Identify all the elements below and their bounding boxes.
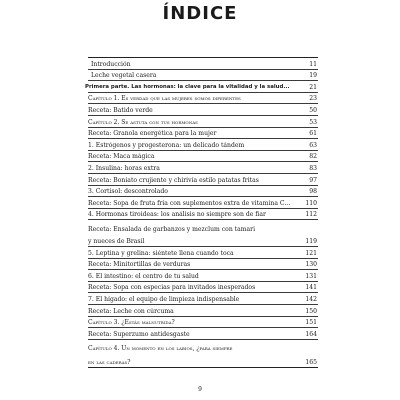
toc-row[interactable]	[88, 70, 318, 82]
toc-page: 61	[309, 130, 317, 138]
page-title: ÍNDICE	[162, 3, 238, 24]
toc-label: Receta: Granola energética para la mujer	[88, 130, 217, 138]
toc-label: 7. El hígado: el equipo de limpieza indispensable	[88, 296, 240, 304]
page-number: 9	[198, 386, 202, 393]
toc-label: 6. El intestino: el centro de tu salud	[88, 272, 199, 280]
toc-page: 97	[309, 176, 317, 184]
toc-row[interactable]	[88, 139, 318, 151]
toc-row[interactable]	[88, 340, 318, 353]
toc-page: 150	[305, 307, 317, 315]
toc-row[interactable]	[88, 305, 318, 317]
toc-row[interactable]	[88, 186, 318, 198]
toc-page: 23	[309, 95, 317, 103]
toc-page: 112	[305, 211, 317, 219]
toc-page: 131	[305, 272, 317, 280]
toc-page: 110	[305, 199, 317, 207]
toc-row[interactable]	[88, 353, 318, 366]
toc-row[interactable]	[88, 58, 318, 70]
toc-label: Capítulo 1. Es verdad que las mujeres somos diferentes	[88, 95, 241, 103]
toc-page: 50	[309, 106, 317, 114]
toc-row[interactable]	[88, 162, 318, 174]
toc-row[interactable]	[88, 247, 318, 259]
toc-page: 141	[305, 284, 317, 292]
toc-page: 11	[309, 60, 317, 68]
toc-row[interactable]	[88, 293, 318, 305]
toc-label: Leche vegetal casera	[91, 72, 157, 80]
toc-label: Capítulo 4. Un momento en los labios, ¿para siempre	[88, 345, 233, 353]
toc-row[interactable]	[88, 209, 318, 221]
table-of-contents	[85, 57, 318, 368]
toc-label: Capítulo 3. ¿Estás malnutrida?	[88, 319, 175, 327]
toc-label: en las caderas?	[88, 358, 131, 366]
toc-label: Receta: Batido verde	[88, 106, 153, 114]
toc-page: 165	[305, 358, 317, 366]
toc-label: Receta: Sopa con especias para invitados inesperados	[88, 284, 256, 292]
toc-label: 5. Leptina y grelina: siéntete llena cuando toca	[88, 249, 234, 257]
toc-label: y nueces de Brasil	[88, 238, 145, 246]
toc-page: 19	[309, 72, 317, 80]
toc-page: 119	[305, 238, 317, 246]
toc-label: Receta: Boniato crujiente y chirivía estilo patatas fritas	[88, 176, 259, 184]
toc-page: 142	[305, 296, 317, 304]
toc-row[interactable]	[88, 197, 318, 209]
toc-label: Receta: Ensalada de garbanzos y mezclum con tamari	[88, 225, 256, 233]
toc-label: 2. Insulina: horas extra	[88, 164, 160, 172]
toc-row[interactable]	[88, 234, 318, 247]
toc-label: 1. Estrógenos y progesterona: un delicado tándem	[88, 141, 245, 149]
toc-label: 4. Hormonas tiroideas: los análisis no siempre son de fiar	[88, 211, 266, 219]
toc-page: 53	[309, 118, 317, 126]
toc-label: Receta: Sopa de fruta fría con suplementos extra de vitamina C...	[88, 199, 291, 207]
toc-label: Introducción	[91, 60, 131, 68]
toc-row[interactable]	[88, 282, 318, 294]
toc-row[interactable]	[88, 128, 318, 140]
toc-page: 63	[309, 141, 317, 149]
toc-label: Capítulo 2. Se astuta con tus hormonas	[88, 118, 198, 126]
toc-row[interactable]	[88, 151, 318, 163]
toc-row[interactable]	[88, 174, 318, 186]
toc-row[interactable]	[88, 328, 318, 340]
toc-row[interactable]	[85, 81, 318, 93]
toc-row[interactable]	[88, 220, 318, 233]
toc-label: Receta: Maca mágica	[88, 153, 155, 161]
toc-page: 98	[309, 188, 317, 196]
toc-row[interactable]	[88, 93, 318, 105]
toc-page: 21	[309, 83, 317, 91]
toc-row[interactable]	[88, 104, 318, 116]
toc-page: 164	[305, 330, 317, 338]
toc-row[interactable]	[88, 259, 318, 271]
toc-label: Primera parte. Las hormonas: la clave para la vitalidad y la salud...	[85, 83, 290, 90]
toc-label: Receta: Superzumo antidesgaste	[88, 330, 190, 338]
toc-page: 121	[305, 249, 317, 257]
toc-row[interactable]	[88, 317, 318, 329]
toc-label: 3. Cortisol: descontrolado	[88, 188, 168, 196]
toc-label: Receta: Leche con cúrcuma	[88, 307, 174, 315]
toc-row[interactable]	[88, 116, 318, 128]
toc-page: 83	[309, 164, 317, 172]
toc-label: Receta: Minitortillas de verduras	[88, 261, 191, 269]
toc-page: 151	[305, 319, 317, 327]
toc-row[interactable]	[88, 270, 318, 282]
toc-page: 130	[305, 261, 317, 269]
toc-page: 82	[309, 153, 317, 161]
